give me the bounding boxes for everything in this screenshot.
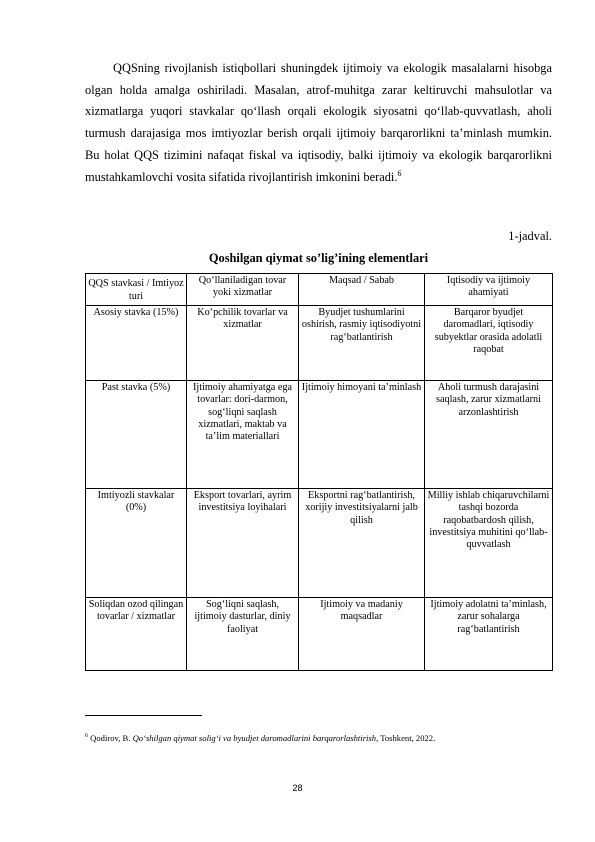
table-cell: Asosiy stavka (15%) <box>86 306 187 381</box>
table-cell: Ijtimoiy ahamiyatga ega tovarlar: dori-darmon, sog‘liqni saqlash xizmatlari, maktab va ta’lim materiallari <box>187 381 299 489</box>
table-cell: Aholi turmush darajasini saqlash, zarur xizmatlarni arzonlashtirish <box>425 381 553 489</box>
table-row <box>86 381 553 489</box>
page-number: 28 <box>292 783 303 793</box>
table-cell: Ijtimoiy va madaniy maqsadlar <box>299 598 425 671</box>
table-cell: Eksport tovarlari, ayrim investitsiya loyihalari <box>187 489 299 598</box>
table-row <box>86 489 553 598</box>
table-title: Qoshilgan qiymat so’lig’ining elementlari <box>208 251 429 265</box>
table-cell: Ko‘pchilik tovarlar va xizmatlar <box>187 306 299 381</box>
footnote <box>85 733 435 743</box>
table-header-row <box>86 274 553 306</box>
footnote-separator <box>85 715 202 716</box>
footnote-author: Qodirov, B. <box>90 733 133 743</box>
footnote-rest: , Toshkent, 2022. <box>376 733 436 743</box>
table-cell: Ijtimoiy himoyani ta’minlash <box>299 381 425 489</box>
table-cell: Sog‘liqni saqlash, ijtimoiy dasturlar, diniy faoliyat <box>187 598 299 671</box>
header-cell: Maqsad / Sabab <box>299 274 425 306</box>
table-cell: Imtiyozli stavkalar (0%) <box>86 489 187 598</box>
elements-table <box>85 273 553 671</box>
footnote-reference[interactable]: 6 <box>397 168 402 178</box>
table-cell: Soliqdan ozod qilingan tovarlar / xizmatlar <box>86 598 187 671</box>
header-cell: Qo‘llaniladigan tovar yoki xizmatlar <box>187 274 299 306</box>
table-cell: Byudjet tushumlarini oshirish, rasmiy iqtisodiyotni rag‘batlantirish <box>299 306 425 381</box>
table-row <box>86 306 553 381</box>
body-paragraph <box>85 58 552 188</box>
table-cell: Barqaror byudjet daromadlari, iqtisodiy subyektlar orasida adolatli raqobat <box>425 306 553 381</box>
table-cell: Ijtimoiy adolatni ta’minlash, zarur sohalarga rag‘batlantirish <box>425 598 553 671</box>
footnote-number: 6 <box>85 733 88 740</box>
header-cell: Iqtisodiy va ijtimoiy ahamiyati <box>425 274 553 306</box>
table-cell: Past stavka (5%) <box>86 381 187 489</box>
table-label: 1-jadval. <box>508 229 552 243</box>
paragraph-text: QQSning rivojlanish istiqbollari shuningdek ijtimoiy va ekologik masalalarni hisobga olgan holda amalga oshiriladi. Masalan, atrof-muhitga zarar keltiruvchi mahsulotlar va xizmatlarga yuqori stavkalar qo‘llash orqali ekologik siyosatni qo‘llab-quvvatlash, aholi turmush darajasiga mos imtiyozlar berish orqali ijtimoiy barqarorlikni ta’minlash mumkin. Bu holat QQS tizimini nafaqat fiskal va iqtisodiy, balki ijtimoiy va ekologik barqarorlikni mustahkamlovchi vosita sifatida rivojlantirish imkonini beradi. <box>85 61 552 184</box>
table-cell: Milliy ishlab chiqaruvchilarni tashqi bozorda raqobatbardosh qilish, investitsiya muhitini qo‘llab-quvvatlash <box>425 489 553 598</box>
footnote-title: Qo‘shilgan qiymat solig‘i va byudjet daromadlarini barqarorlashtirish <box>132 733 377 743</box>
table-cell: Eksportni rag‘batlantirish, xorijiy investitsiyalarni jalb qilish <box>299 489 425 598</box>
header-cell: QQS stavkasi / Imtiyoz turi <box>86 274 187 306</box>
table-row <box>86 598 553 671</box>
